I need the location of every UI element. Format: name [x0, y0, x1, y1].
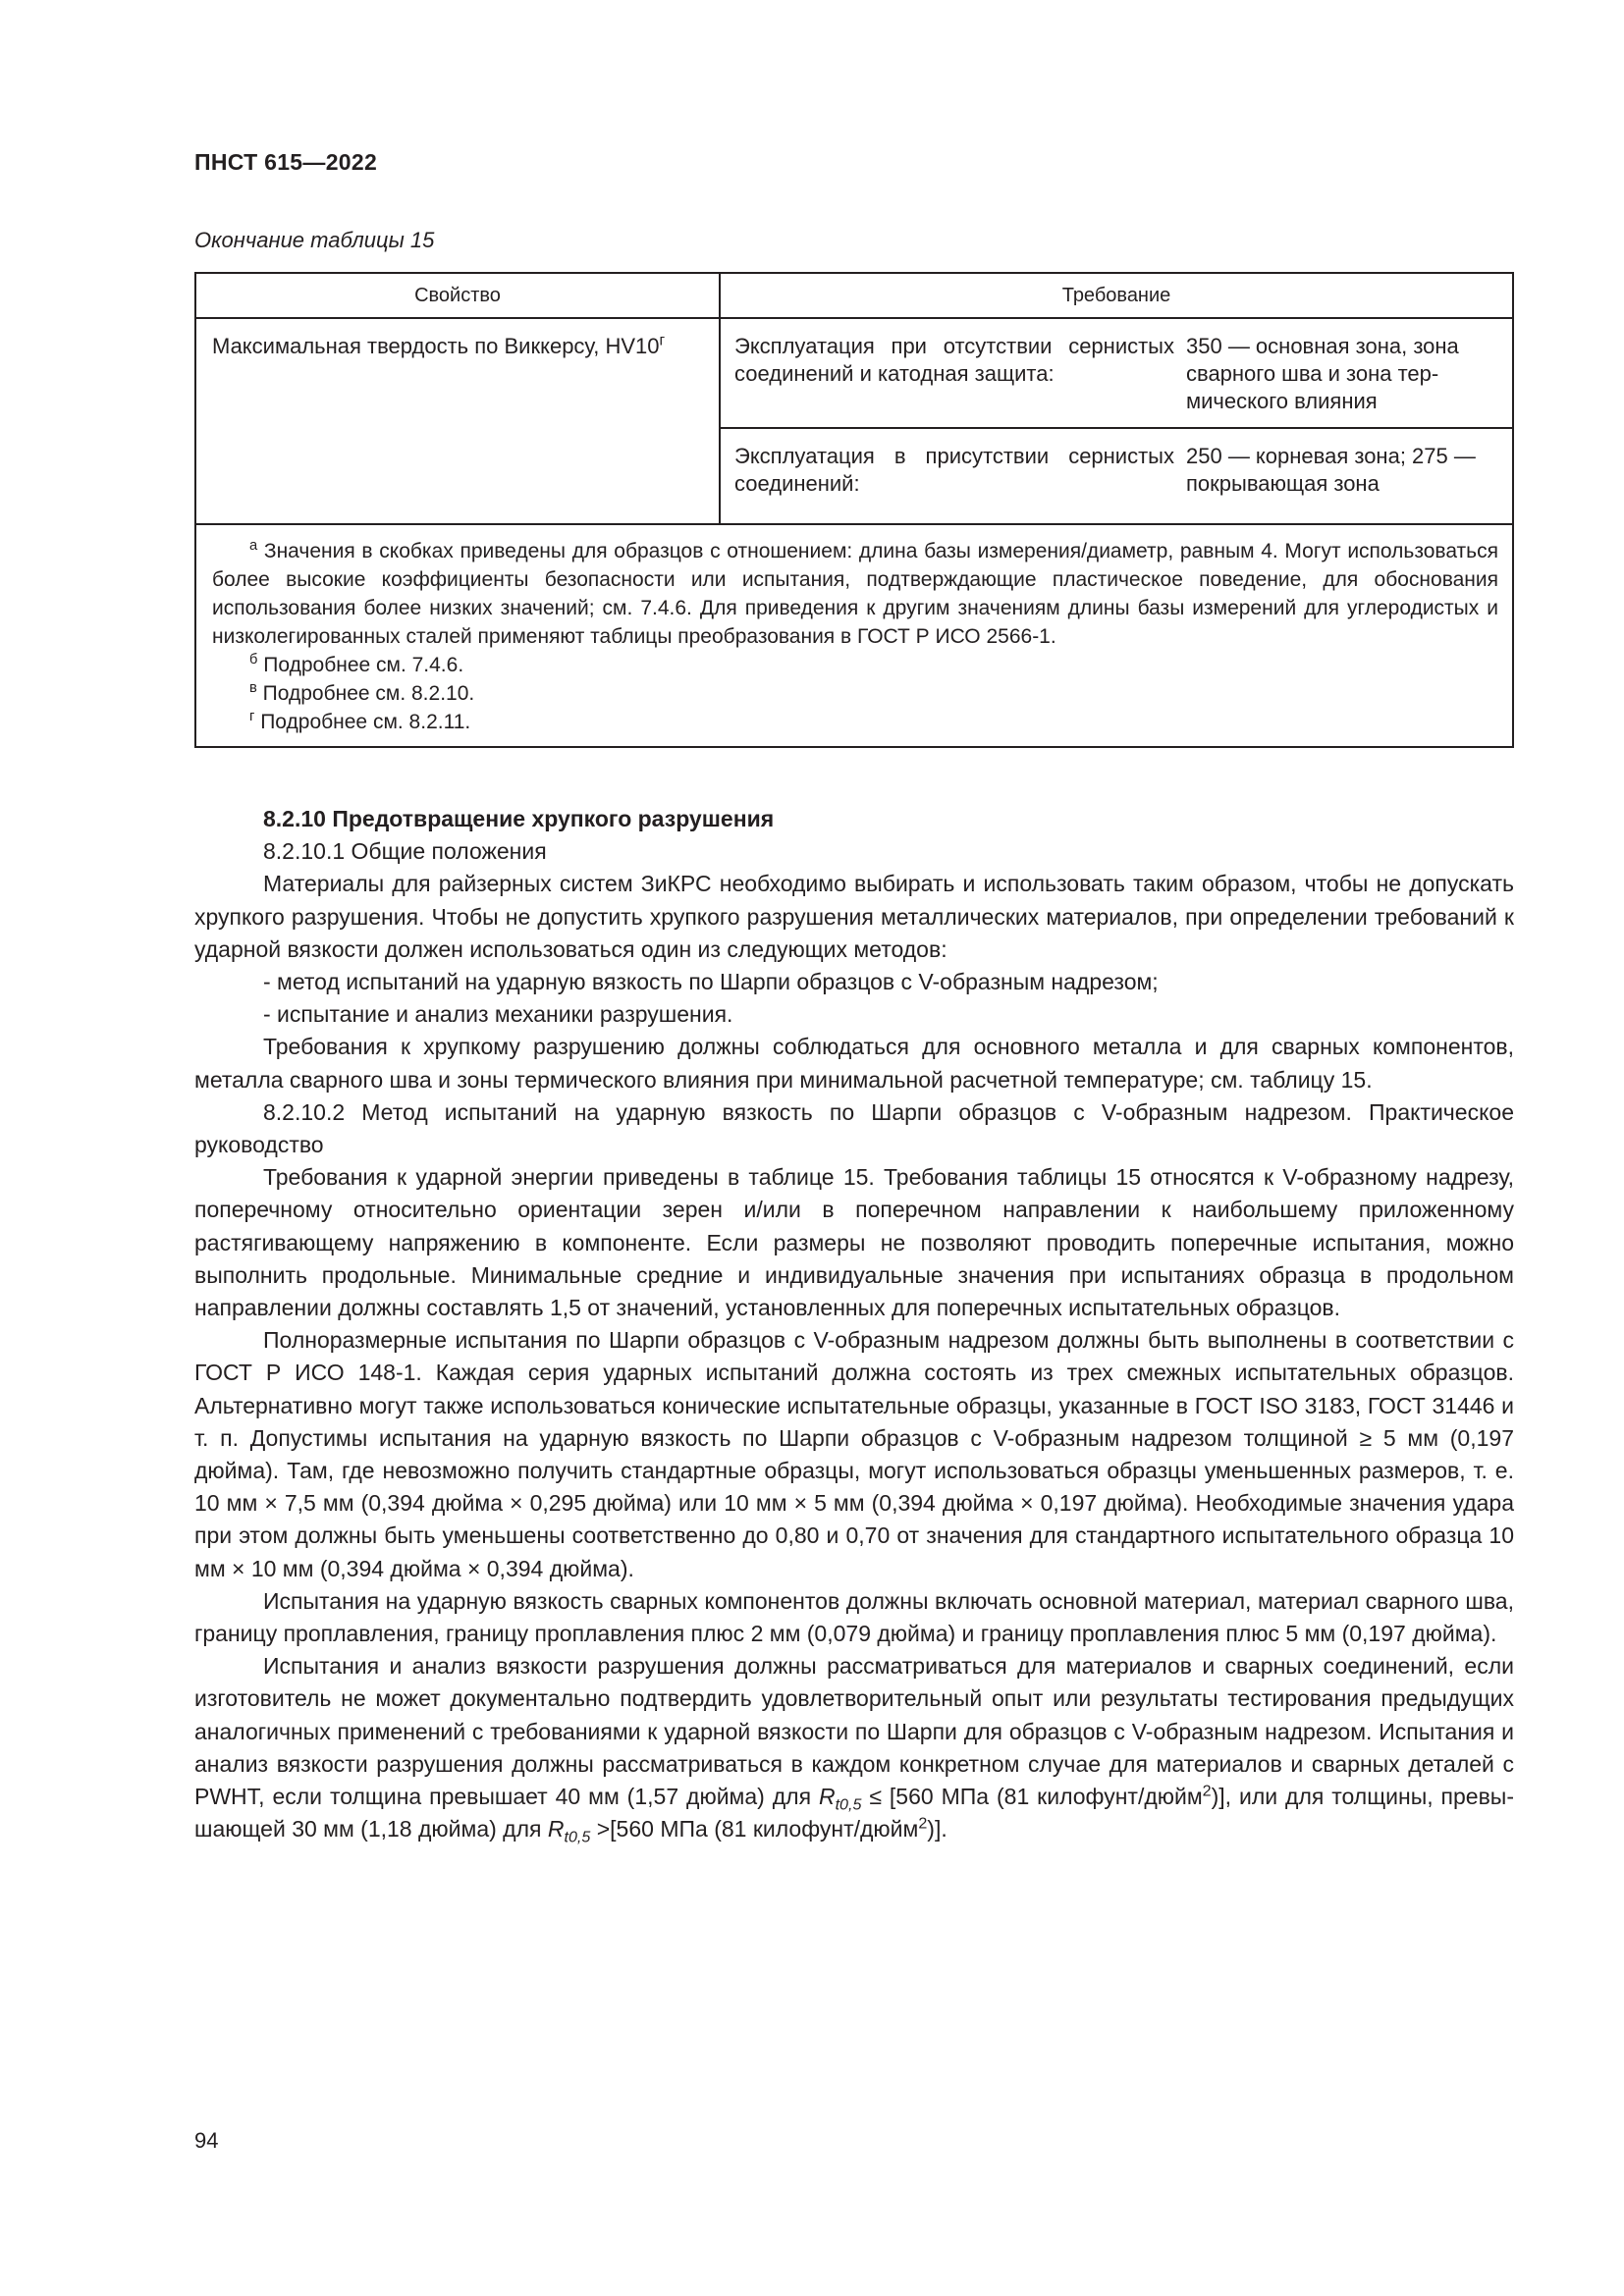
text-run: )], или для толщины, превышающей 30 мм (1,18 дюйма) для	[194, 1784, 1514, 1842]
section-heading: 8.2.10 Предотвращение хрупкого разрушения	[263, 806, 775, 831]
list-item: - испытание и анализ механики разрушения.	[263, 1001, 733, 1028]
subsection-heading: 8.2.10.1 Общие положения	[263, 838, 547, 865]
table-caption: Окончание таблицы 15	[194, 228, 435, 252]
paragraph: Требования к ударной энергии приведены в таблице 15. Требования таблицы 15 относятся к V-образному надрезу, поперечному относительно ориентации зерен и/или в поперечном направлении к наибольшему приложенному растягивающему напряжению в компоненте. Если размеры не позволяют проводить поперечные испытания, можно выполнить продольные. Минимальные средние и индивидуальные значения при испытаниях образца в продольном направлении должны составлять 1,5 от значений, установленных для поперечных испытательных образцов.	[194, 1164, 1514, 1321]
paragraph	[194, 1650, 1514, 1845]
footnote-text: Подробнее см. 7.4.6.	[263, 654, 464, 676]
paragraph: Материалы для райзерных систем ЗиКРС необходимо выбирать и использовать таким образом, чтобы не допускать хрупкого разрушения. Чтобы не допустить хрупкого разрушения металлических материалов, при определении требований к ударной вязкости должен использоваться один из следующих методов:	[194, 871, 1514, 962]
body-text	[194, 803, 1514, 1846]
value-text: 250 — корневая зона; 275 — покрывающая зона	[1186, 444, 1476, 496]
superscript: 2	[1202, 1782, 1212, 1800]
footnote-g	[212, 708, 1498, 736]
symbol-r: R	[547, 1816, 565, 1842]
paragraph: Полноразмерные испытания по Шарпи образцов с V-образным надрезом должны быть выполнены в соответствии с ГОСТ Р ИСО 148-1. Каждая серия ударных испытаний должна состоять из трех смежных испытательных образцов. Альтернативно могут также использоваться конические испытательные образцы, указанные в ГОСТ ISO 3183, ГОСТ 31446 и т. п. Допустимы испытания на ударную вязкость по Шарпи образцов с V-образным надрезом толщиной ≥ 5 мм (0,197 дюйма). Там, где невозможно получить стандартные образцы, могут использоваться образцы уменьшенных размеров, т. е. 10 мм × 7,5 мм (0,394 дюйма × 0,295 дюйма) или 10 мм × 5 мм (0,394 дюйма × 0,197 дюйма). Необходимые значения удара при этом должны быть уменьшены соответственно до 0,80 и 0,70 от значения для стандартного испытательного образца 10 мм × 10 мм (0,394 дюйма × 0,394 дюйма).	[194, 1327, 1514, 1581]
text-run: >[560 МПа (81 килофунт/дюйм	[590, 1816, 919, 1842]
symbol-subscript: t0,5	[835, 1795, 862, 1814]
document-header: ПНСТ 615—2022	[194, 149, 378, 175]
footnote-b	[212, 651, 1498, 679]
paragraph: Испытания на ударную вязкость сварных компонентов должны включать основной материал, материал сварного шва, границу проплавления, границу проплавления плюс 2 мм (0,079 дюйма) и границу проплавления плюс 5 мм (0,197 дюйма).	[194, 1587, 1514, 1647]
symbol-subscript: t0,5	[564, 1828, 591, 1846]
property-footnote-mark: г	[659, 332, 666, 349]
list-item: - метод испытаний на ударную вязкость по Шарпи образцов с V-образным надрезом;	[263, 969, 1159, 995]
table-row	[720, 428, 1513, 524]
symbol-r: R	[818, 1784, 836, 1810]
col-header-requirement: Требование	[720, 273, 1513, 318]
footnote-mark: б	[249, 652, 258, 667]
condition-text: Эксплуатация при отсутствии сернистых соединений и катодная защита:	[734, 334, 1174, 386]
value-text: 350 — основная зона, зона сварного шва и зона термического влияния	[1186, 334, 1459, 413]
requirements-table	[194, 272, 1514, 748]
property-text: Максимальная твердость по Виккерсу, HV10	[212, 334, 660, 358]
property-cell	[195, 318, 720, 524]
condition-text: Эксплуатация в присутствии сернистых соединений:	[734, 444, 1174, 496]
paragraph: Требования к хрупкому разрушению должны соблюдаться для основного металла и для сварных компонентов, металла сварного шва и зоны термического влияния при минимальной расчетной температуре; см. таблицу 15.	[194, 1034, 1514, 1093]
page-number: 94	[194, 2128, 219, 2153]
footnote-a	[212, 537, 1498, 651]
footnote-mark: а	[249, 538, 258, 554]
superscript: 2	[918, 1814, 928, 1833]
paragraph: 8.2.10.2 Метод испытаний на ударную вязкость по Шарпи образцов с V-образным надрезом. Практическое руководство	[194, 1098, 1514, 1158]
footnote-text: Значения в скобках приведены для образцов с отношением: длина базы измерения/диаметр, равным 4. Могут использоваться более высокие коэффициенты безопасности или испытания, подтверждающие пластическое поведение, для обоснования использования более низких значений; см. 7.4.6. Для приведения к другим значениям длины базы измерений для углеродистых и низколегированных сталей применяют таблицы преобразования в ГОСТ Р ИСО 2566-1.	[212, 540, 1498, 648]
footnote-mark: г	[249, 709, 255, 724]
table-row	[720, 318, 1513, 428]
text-run: ≤ [560 МПа (81 килофунт/дюйм	[861, 1784, 1203, 1810]
footnote-v	[212, 679, 1498, 708]
footnote-text: Подробнее см. 8.2.11.	[260, 711, 471, 733]
text-run: )].	[927, 1816, 947, 1842]
footnote-mark: в	[249, 680, 257, 696]
footnote-text: Подробнее см. 8.2.10.	[262, 682, 475, 705]
text-run: Испытания и анализ вязкости разрушения должны рассматриваться для материалов и сварных соединений, если изготовитель не может документально подтвердить удовлетворительный опыт или результаты тестирования предыдущих аналогичных применений с требованиями к ударной вязкости по Шарпи для образцов с V-образным надрезом. Испытания и анализ вязкости разрушения должны рассматриваться в каждом конкретном случае для материалов и сварных деталей с PWHT, если толщина превышает 40 мм (1,57 дюйма) для	[194, 1653, 1514, 1810]
table-notes	[195, 524, 1513, 747]
col-header-property: Свойство	[195, 273, 720, 318]
